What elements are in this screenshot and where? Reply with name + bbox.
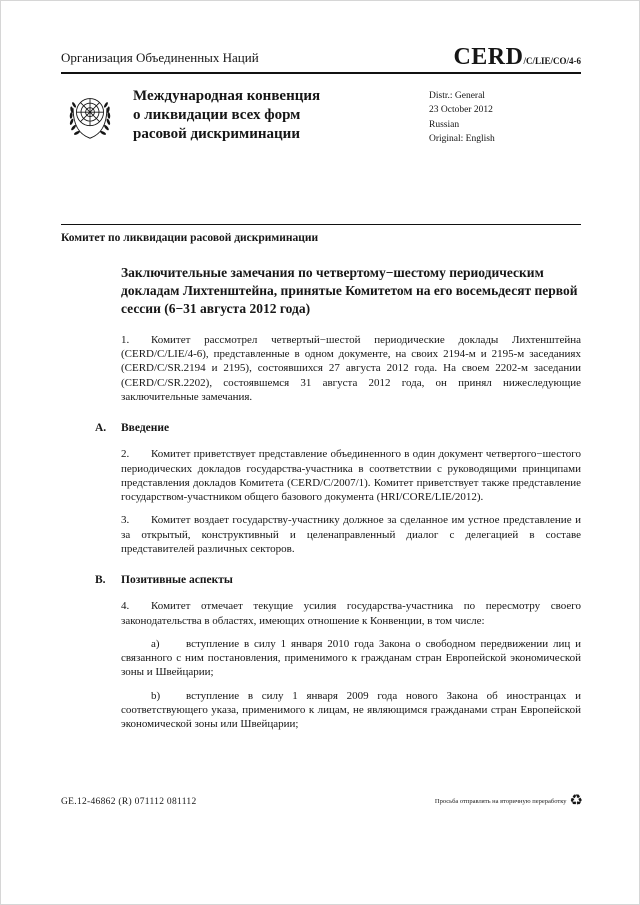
document-body <box>95 264 581 732</box>
recycle-notice <box>435 794 583 809</box>
document-symbol-suffix: /C/LIE/CO/4-6 <box>523 56 581 66</box>
list-item-marker: b) <box>151 689 161 702</box>
paragraph-2 <box>121 447 581 504</box>
document-symbol-main: CERD <box>453 44 524 70</box>
document-id: GE.12-46862 (R) 071112 081112 <box>61 796 197 807</box>
committee-divider <box>61 224 581 225</box>
un-emblem-icon <box>61 87 123 150</box>
list-item-a <box>121 637 581 680</box>
section-letter: B. <box>95 574 106 587</box>
paragraph-number: 4. <box>121 600 130 613</box>
paragraph-3 <box>121 513 581 556</box>
distr-original: Original: English <box>429 133 495 144</box>
paragraph-number: 1. <box>121 333 130 346</box>
distr-date: 23 October 2012 <box>429 105 493 116</box>
convention-title-line: Международная конвенция <box>133 88 321 104</box>
distr-type: Distr.: General <box>429 91 485 101</box>
list-item-b <box>121 689 581 732</box>
convention-title <box>133 87 345 150</box>
paragraph-4 <box>121 599 581 628</box>
committee-name: Комитет по ликвидации расовой дискриминации <box>61 232 319 244</box>
paragraph-text: Комитет воздает государству-участнику должное за сделанное им устное представление и за открытый, конструктивный и целенаправленный диалог с делегацией в составе представителей различных секторов. <box>121 514 581 556</box>
paragraph-text: Комитет отмечает текущие усилия государства-участника по пересмотру своего законодательства в областях, имеющих отношение к Конвенции, в том числе: <box>121 600 581 627</box>
document-symbol <box>453 45 581 69</box>
section-letter: A. <box>95 422 107 435</box>
convention-title-line: расовой дискриминации <box>133 126 300 143</box>
section-b-heading <box>95 573 581 588</box>
list-item-marker: a) <box>151 637 160 650</box>
paragraph-text: Комитет приветствует представление объединенного в один документ четвертого−шестого периодических докладов государства-участника в соответствии с руководящими принципами представления докладов Комитета (CERD/C/2007/1). Комитет приветствует также представление государством-участником общего базового документа (HRI/CORE/LIE/2012). <box>121 448 581 504</box>
paragraph-text: Комитет рассмотрел четвертый−шестой периодические доклады Лихтенштейна (CERD/C/LIE/4-6), представленные в одном документе, на своих 2194-м и 2195-м заседаниях (CERD/C/SR.2194 и 2195), состоявшихся 27 августа 2012 года. На своем 2202-м заседании (CERD/C/SR.2202), состоявшемся 31 августа 2012 года, он принял нижеследующие заключительные замечания. <box>121 333 581 404</box>
recycle-icon: ♻ <box>569 793 583 809</box>
list-item-text: вступление в силу 1 января 2009 года нового Закона об иностранцах и соответствующего указа, применимого к лицам, не являющимся гражданами стран Европейской экономической зоны или Швейцарии; <box>121 689 581 731</box>
document-title: Заключительные замечания по четвертому−шестому периодическим докладам Лихтенштейна, принятые Комитетом на его восемьдесят первой сессии (6−31 августа 2012 года) <box>121 265 578 316</box>
list-item-text: вступление в силу 1 января 2010 года Закона о свободном передвижении лиц и связанного с ним постановления, применимого к гражданам стран Европейской экономической зоны и Швейцарии; <box>121 637 581 679</box>
paragraph-number: 3. <box>121 514 130 527</box>
organization-name: Организация Объединенных Наций <box>61 50 259 65</box>
page-header <box>61 45 581 69</box>
recycle-note-text: Просьба отправлять на вторичную переработку <box>434 798 567 805</box>
distribution-block <box>429 87 581 150</box>
header-divider <box>61 72 581 74</box>
distr-language: Russian <box>429 119 460 130</box>
masthead <box>61 87 581 150</box>
section-a-heading <box>95 421 581 436</box>
page-footer <box>61 794 583 809</box>
paragraph-1 <box>121 333 581 404</box>
paragraph-number: 2. <box>121 448 130 461</box>
section-title: Позитивные аспекты <box>121 574 233 587</box>
section-title: Введение <box>121 422 170 435</box>
convention-title-line: о ликвидации всех форм <box>133 107 301 124</box>
